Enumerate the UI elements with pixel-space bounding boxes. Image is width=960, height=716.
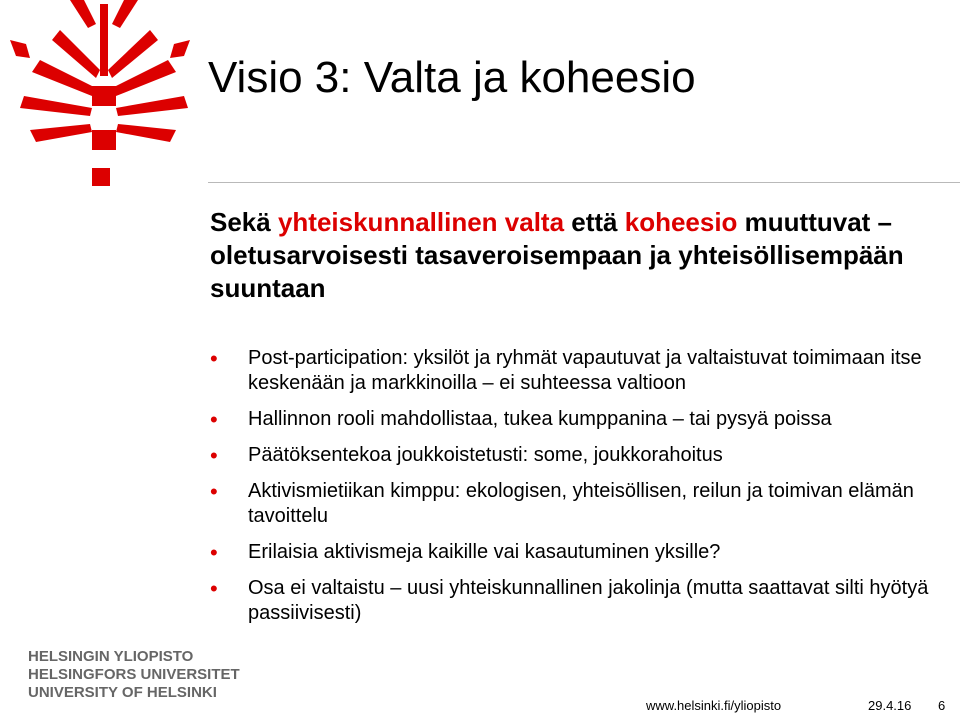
bullet-text: Post-participation: yksilöt ja ryhmät vapautuvat ja valtaistuvat toimimaan itse keskenään ja markkinoilla – ei suhteessa valtioon bbox=[248, 347, 922, 394]
subtitle-text-1: Sekä bbox=[210, 207, 278, 237]
bullet-icon: • bbox=[210, 540, 218, 565]
bullet-icon: • bbox=[210, 479, 218, 504]
bullet-item bbox=[210, 576, 950, 626]
footer-date: 29.4.16 bbox=[868, 698, 912, 713]
page-number: 6 bbox=[938, 698, 946, 713]
footer-url: www.helsinki.fi/yliopisto bbox=[646, 698, 782, 713]
subtitle-text-3: muuttuvat – oletusarvoisesti tasaveroisempaan ja yhteisöllisempään suuntaan bbox=[210, 207, 904, 303]
bullet-icon: • bbox=[210, 407, 218, 432]
slide-subtitle bbox=[210, 206, 940, 305]
university-name-logo bbox=[28, 648, 278, 702]
bullet-text: Hallinnon rooli mahdollistaa, tukea kumppanina – tai pysyä poissa bbox=[248, 408, 832, 430]
bullet-item bbox=[210, 346, 950, 396]
bullet-text: Erilaisia aktivismeja kaikille vai kasautuminen yksille? bbox=[248, 541, 721, 563]
slide-title: Visio 3: Valta ja koheesio bbox=[208, 53, 696, 102]
university-name-fi: HELSINGIN YLIOPISTO bbox=[28, 648, 194, 665]
subtitle-text-2: että bbox=[564, 207, 625, 237]
bullet-item bbox=[210, 443, 950, 468]
bullet-icon: • bbox=[210, 443, 218, 468]
bullet-item bbox=[210, 540, 950, 565]
university-flame-logo-icon bbox=[0, 0, 200, 200]
bullet-text: Aktivismietiikan kimppu: ekologisen, yhteisöllisen, reilun ja toimivan elämän tavoittelu bbox=[248, 480, 914, 527]
bullet-list bbox=[210, 346, 950, 637]
bullet-item bbox=[210, 407, 950, 432]
university-name-sv: HELSINGFORS UNIVERSITET bbox=[28, 666, 240, 683]
subtitle-highlight-cohesion: koheesio bbox=[624, 207, 738, 237]
university-name-en: UNIVERSITY OF HELSINKI bbox=[28, 684, 217, 701]
bullet-icon: • bbox=[210, 346, 218, 371]
title-divider bbox=[208, 182, 960, 183]
bullet-icon: • bbox=[210, 576, 218, 601]
bullet-text: Osa ei valtaistu – uusi yhteiskunnallinen jakolinja (mutta saattavat silti hyötyä passiivisesti) bbox=[248, 577, 929, 624]
subtitle-highlight-power: yhteiskunnallinen valta bbox=[277, 207, 565, 237]
bullet-text: Päätöksentekoa joukkoistetusti: some, joukkorahoitus bbox=[248, 444, 723, 466]
bullet-item bbox=[210, 479, 950, 529]
